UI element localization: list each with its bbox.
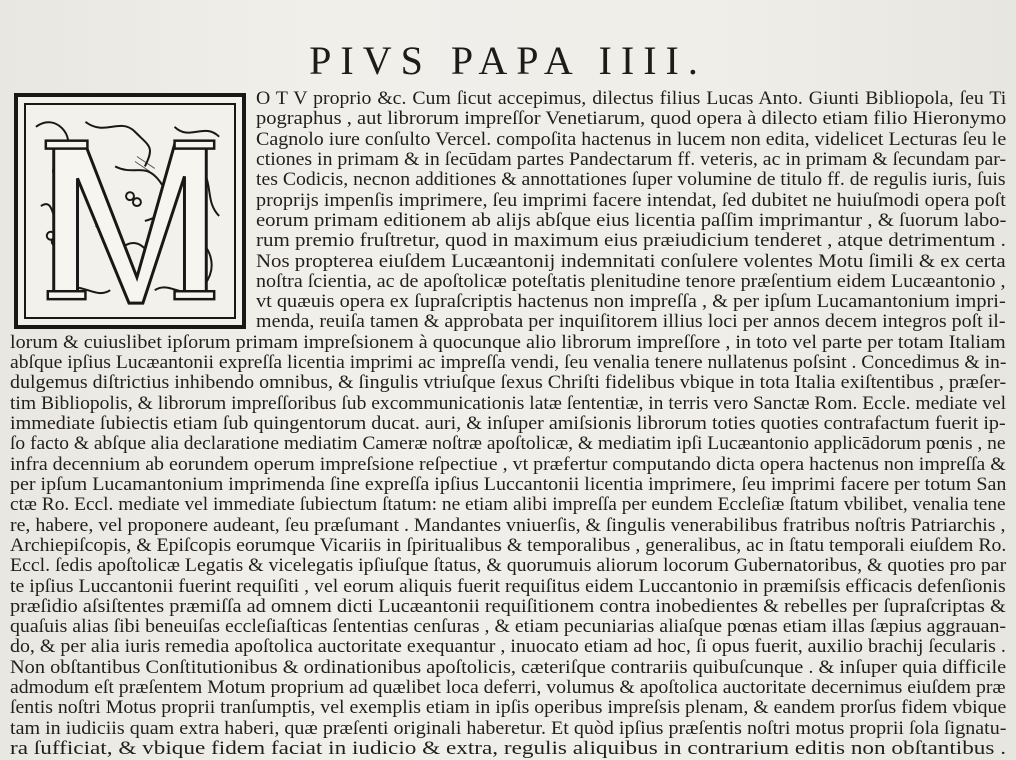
text-line: quaſuis alias ſibi beneuiſas eccleſiaſticas ſententias cenſuras , & etiam pecuniarias aliaſque pœnas etiam illas ſæpius aggrauan- <box>10 616 1006 638</box>
text-line: proprijs impenſis imprimere, ſeu imprimi facere intendat, ſed dubitet ne huiuſmodi opera poſt <box>256 189 1006 211</box>
text-line: ctiones in primam & in ſecūdam partes Pandectarum ff. veteris, ac in primam & ſecundam par- <box>256 148 1007 170</box>
text-line: Nos propterea eiuſdem Lucæantonij indemnitati conſulere volentes Motu ſimili & ex certa <box>256 250 1006 272</box>
text-line: tes Codicis, necnon additiones & annottationes ſuper volumine de titulo ff. de regulis iuris, ſuis <box>256 169 1006 191</box>
text-line: ſentis noſtri Motus proprii tranſumptis, vel exemplis etiam in ipſis operibus impreſsis plenam, & eandem prorſus fidem vbique <box>10 697 1007 719</box>
text-line: do, & per alia iuris remedia apoſtolica auctoritate exequantur , inuocato etiam ad hoc, ſi opus fuerit, auxilio brachij ſecularis . <box>10 636 1006 658</box>
text-line: ctæ Ro. Eccl. mediate vel immediate ſubiectum ſtatum: ne etiam alibi impreſſa per eundem Eccleſiæ ſtatum vbilibet, venalia tene <box>10 494 1006 516</box>
text-line: pographus , aut librorum impreſſor Venetiarum, quod opera à dilecto etiam filio Hieronymo <box>256 108 1007 130</box>
text-line: admodum eſt præſentem Motum proprium ad quælibet loca deferri, volumus & apoſtolica auctoritate decernimus eiuſdem præ <box>10 677 1006 699</box>
text-line: re, habere, vel proponere audeant, ſeu præſumant . Mandantes vniuerſis, & ſingulis venerabilibus fratribus noſtris Patriarchis , <box>10 514 1006 536</box>
text-line: Non obſtantibus Conſtitutionibus & ordinationibus apoſtolicis, cæteriſque contrariis quibuſcunque . & inſuper quia difficile <box>10 656 1007 678</box>
text-line: vt quæuis opera ex ſupraſcriptis hactenus non impreſſa , & per ipſum Lucamantonium impri- <box>256 291 1006 313</box>
text-line: tim Bibliopolis, & librorum impreſſoribus ſub excommunicationis latæ ſententiæ, in terris vero Sanctæ Rom. Eccle. mediate vel <box>10 392 1007 414</box>
text-line: menda, reuiſa tamen & approbata per inquiſitorem illius loci per annos decem integros poſt il- <box>256 311 1006 333</box>
text-line: rum premio fruſtretur, quod in maximum eius præiudicium tenderet , atque detrimentum . <box>256 230 1006 252</box>
text-line: immediate ſubiectis etiam ſub quingentorum ducat. auri, & inſuper amiſsionis librorum toties quoties contrafactum fuerit ip- <box>10 413 1006 434</box>
text-line: Archiepiſcopis, & Epiſcopis eorumque Vicariis in ſpiritualibus & temporalibus , generalibus, ac in ſtatu temporali eiuſdem Ro. <box>10 534 1007 556</box>
text-line: te ipſius Luccantonii fuerint requiſiti , vel eorum aliquis fuerit requiſitus eidem Luccantonio in præmiſsis efficacis defenſionis <box>10 575 1006 597</box>
text-line: ra ſufficiat, & vbique fidem faciat in iudicio & extra, regulis aliquibus in contrarium editis non obſtantibus . <box>10 738 1007 759</box>
text-line: eorum primam editionem ab alijs abſque eius licentia paſſim imprimantur , & ſuorum labo- <box>256 209 1007 231</box>
page-title: PIVS PAPA IIII. <box>309 37 707 83</box>
text-line: infra decennium ab eorundem operum impreſsione reſpectiue , vt præfertur computando dicta opera hactenus non impreſſa & <box>10 453 1006 475</box>
text-line: Cagnolo iure conſulto Vercel. compoſita hactenus in lucem non edita, videlicet Lecturas ſeu le <box>256 128 1007 150</box>
text-line: lorum & cuiuslibet ipſorum primam impreſsionem à quocunque alio librorum impreſſore , in toto vel parte per totam Italiam <box>10 331 1006 353</box>
text-line: ſo facto & abſque alia declaratione mediatim Cameræ noſtræ apoſtolicæ, & mediatim ipſi Lucæantonio applicādorum pœnis , ne <box>10 433 1006 455</box>
text-line: dulgemus diſtrictius inhibendo omnibus, & ſingulis vtriuſque ſexus Chriſti fidelibus vbique in tota Italia exiſtentibus , præſer- <box>10 372 1007 394</box>
text-line: per ipſum Lucamantonium imprimenda ſine expreſſa ipſius Luccantonii licentia imprimere, ſeu imprimi facere per totum San <box>10 473 1007 495</box>
ornamental-m-initial-icon <box>26 105 234 317</box>
text-line: tam in iudiciis quam extra haberi, quæ præſenti originali haberetur. Et quòd ipſius præſentis noſtri motus proprii ſola ſignatu- <box>10 717 1007 739</box>
text-line: O T V proprio &c. Cum ſicut accepimus, dilectus filius Lucas Anto. Giunti Bibliopola, ſeu Ti <box>256 88 1007 109</box>
text-line: abſque ipſius Lucæantonii expreſſa licentia imprimi ac impreſſa vendi, ſeu venalia tenere nullatenus poſsint . Concedimus & in- <box>10 352 1007 374</box>
text-line: præſidio aſsiſtentes præmiſſa ad omnem dicti Lucæantonii requiſitionem contra inobedientes & rebelles per ſupraſcriptas & <box>10 595 1006 617</box>
text-line: noſtra ſcientia, ac de apoſtolicæ poteſtatis plenitudine tenore præſentium eidem Lucæantonio , <box>256 270 1006 292</box>
text-line: Eccl. ſedis apoſtolicæ Legatis & vicelegatis ipſiuſque ſtatus, & quorumuis aliorum locorum Gubernatoribus, & quoties pro par <box>10 555 1007 577</box>
decorated-initial-letter <box>14 93 246 329</box>
